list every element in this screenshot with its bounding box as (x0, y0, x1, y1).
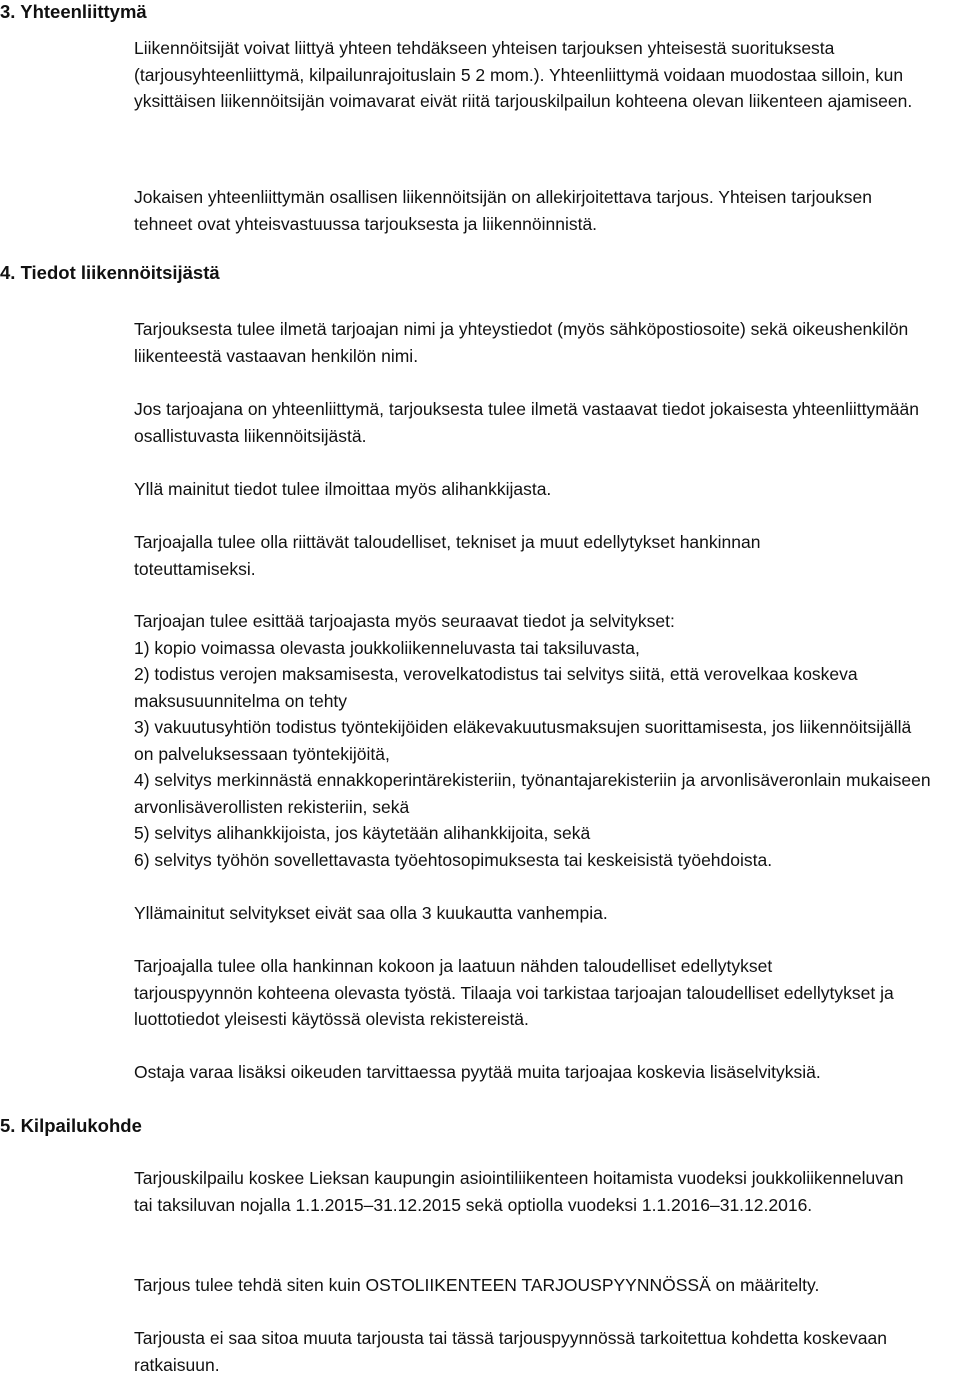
list-intro: Tarjoajan tulee esittää tarjoajasta myös seuraavat tiedot ja selvitykset: (134, 611, 675, 631)
section-heading-kilpailukohde: 5. Kilpailukohde (0, 1115, 142, 1136)
requirements-list (134, 608, 960, 873)
paragraph: Jos tarjoajana on yhteenliittymä, tarjouksesta tulee ilmetä vastaavat tiedot jokaisesta yhteenliittymään osallistuvasta liikennöitsijästä. (134, 399, 920, 446)
section-heading-tiedot-liikennoitsijasta: 4. Tiedot liikennöitsijästä (0, 262, 220, 283)
paragraph: Ostaja varaa lisäksi oikeuden tarvittaessa pyytää muita tarjoajaa koskevia lisäselvityksiä. (134, 1062, 821, 1082)
paragraph: Tarjouksesta tulee ilmetä tarjoajan nimi ja yhteystiedot (myös sähköpostiosoite) sekä oikeushenkilön liikenteestä vastaavan henkilön nimi. (134, 319, 909, 366)
paragraph: Tarjoajalla tulee olla hankinnan kokoon ja laatuun nähden taloudelliset edellytykset tarjouspyynnön kohteena olevasta työstä. Tilaaja voi tarkistaa tarjoajan taloudelliset edellytykset ja luottotiedot yleisesti käytössä olevista rekistereistä. (134, 956, 894, 1029)
paragraph: Liikennöitsijät voivat liittyä yhteen tehdäkseen yhteisen tarjouksen yhteisestä suorituksesta (tarjousyhteenliittymä, kilpailunrajoituslain 5 2 mom.). Yhteenliittymä voidaan muodostaa silloin, kun yksittäisen liikennöitsijän voimavarat eivät riitä tarjouskilpailun kohteena olevan liikenteen ajamiseen. (134, 38, 913, 111)
paragraph: Yllä mainitut tiedot tulee ilmoittaa myös alihankkijasta. (134, 479, 552, 499)
list-item: 5) selvitys alihankkijoista, jos käytetään alihankkijoita, sekä (134, 823, 591, 843)
paragraph: Tarjouskilpailu koskee Lieksan kaupungin asiointiliikenteen hoitamista vuodeksi joukkoliikenneluvan tai taksiluvan nojalla 1.1.2015–31.12.2015 sekä optiolla vuodeksi 1.1.2016–31.12.2016. (134, 1168, 904, 1215)
paragraph: Tarjoajalla tulee olla riittävät taloudelliset, tekniset ja muut edellytykset hankinnan toteuttamiseksi. (134, 532, 761, 579)
paragraph: Tarjousta ei saa sitoa muuta tarjousta tai tässä tarjouspyynnössä tarkoitettua kohdetta koskevaan ratkaisuun. (134, 1328, 887, 1375)
paragraph: Yllämainitut selvitykset eivät saa olla 3 kuukautta vanhempia. (134, 903, 608, 923)
list-item: 2) todistus verojen maksamisesta, verovelkatodistus tai selvitys siitä, että verovelkaa koskeva maksusuunnitelma on tehty (134, 664, 858, 711)
paragraph: Jokaisen yhteenliittymän osallisen liikennöitsijän on allekirjoitettava tarjous. Yhteisen tarjouksen tehneet ovat yhteisvastuussa tarjouksesta ja liikennöinnistä. (134, 187, 872, 234)
list-item: 1) kopio voimassa olevasta joukkoliikenneluvasta tai taksiluvasta, (134, 637, 640, 658)
list-item: 6) selvitys työhön sovellettavasta työehtosopimuksesta tai keskeisistä työehdoista. (134, 849, 773, 870)
list-item: 3) vakuutusyhtiön todistus työntekijöiden eläkevakuutusmaksujen suorittamisesta, jos liikennöitsijällä on palveluksessaan työntekijöitä, (134, 717, 912, 764)
section-heading-yhteenliittyma: 3. Yhteenliittymä (0, 1, 147, 22)
paragraph: Tarjous tulee tehdä siten kuin OSTOLIIKENTEEN TARJOUSPYYNNÖSSÄ on määritelty. (134, 1275, 820, 1295)
list-item: 4) selvitys merkinnästä ennakkoperintärekisteriin, työnantajarekisteriin ja arvonlisäveronlain mukaiseen arvonlisäverollisten rekisteriin, sekä (134, 770, 931, 817)
